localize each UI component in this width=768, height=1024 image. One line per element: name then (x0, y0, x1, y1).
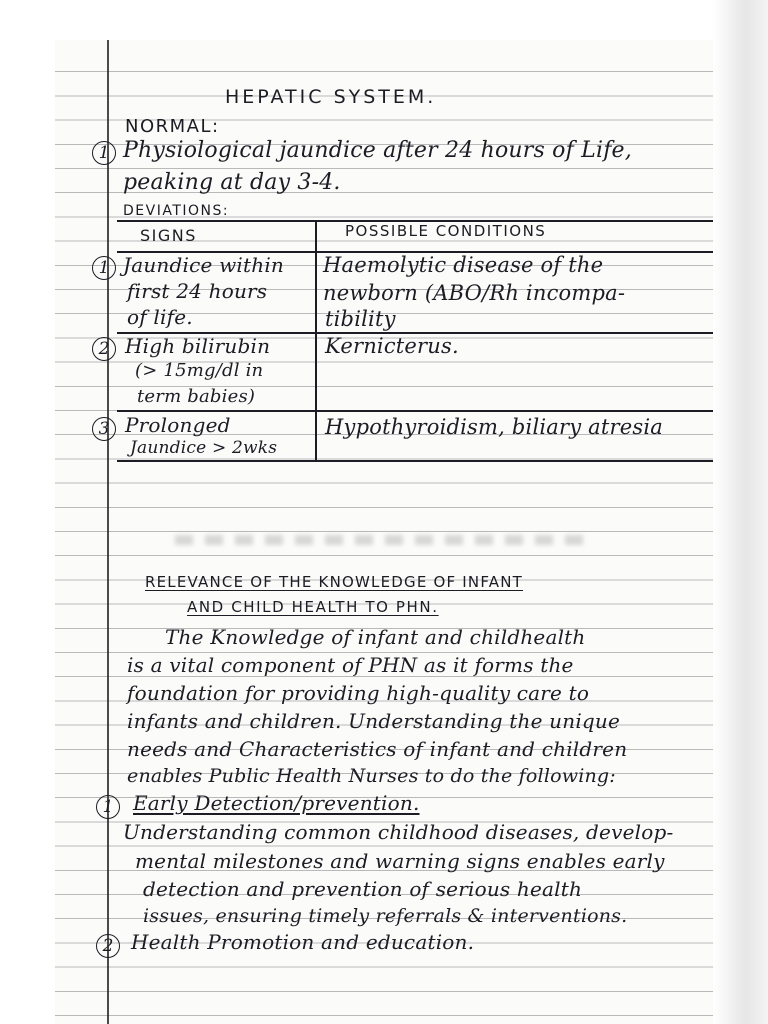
normal-item-number: 1 (92, 141, 116, 165)
deviation-row-number: 3 (92, 417, 116, 441)
relevance-paragraph-line: The Knowledge of infant and childhealth (165, 625, 586, 649)
relevance-paragraph-line: enables Public Health Nurses to do the following: (127, 765, 616, 787)
margin-line (107, 40, 109, 1024)
deviation-sign-line: High bilirubin (125, 334, 271, 358)
relevance-item-text-line: Understanding common childhood diseases, develop- (123, 820, 674, 844)
relevance-item-text-line: mental milestones and warning signs enables early (135, 849, 665, 873)
relevance-item-number: 2 (96, 934, 120, 958)
table-header-signs: SIGNS (140, 226, 197, 245)
normal-heading: NORMAL: (125, 116, 220, 137)
normal-item-line1: Physiological jaundice after 24 hours of Life, (123, 138, 632, 163)
notebook-page (55, 40, 713, 1024)
table-row2-rule (117, 410, 713, 412)
page-title: HEPATIC SYSTEM. (225, 86, 437, 108)
deviation-condition-line: newborn (ABO/Rh incompa- (323, 281, 626, 305)
deviation-sign-line: first 24 hours (127, 279, 268, 303)
deviation-sign-line: term babies) (137, 386, 256, 407)
relevance-paragraph-line: is a vital component of PHN as it forms the (127, 653, 574, 677)
relevance-item-text-line: issues, ensuring timely referrals & interventions. (143, 905, 628, 927)
deviation-condition-line: Haemolytic disease of the (323, 253, 604, 277)
relevance-heading-line2: AND CHILD HEALTH TO PHN. (187, 598, 439, 616)
relevance-paragraph-line: needs and Characteristics of infant and children (127, 737, 628, 761)
table-bottom-rule (117, 460, 713, 462)
deviation-condition-line: Hypothyroidism, biliary atresia (325, 415, 664, 439)
show-through-smudge (175, 535, 595, 545)
deviation-row-number: 1 (92, 256, 116, 280)
relevance-paragraph-line: foundation for providing high-quality care to (127, 681, 590, 705)
relevance-item-number: 1 (96, 795, 120, 819)
deviation-sign-line: of life. (127, 305, 193, 329)
deviation-sign-line: Jaundice > 2wks (130, 438, 278, 458)
deviation-row-number: 2 (92, 337, 116, 361)
relevance-item-title: Health Promotion and education. (131, 930, 475, 954)
relevance-paragraph-line: infants and children. Understanding the unique (127, 709, 621, 733)
deviation-condition-line: tibility (325, 307, 396, 331)
page-shadow-edge (713, 0, 768, 1024)
table-header-conditions: POSSIBLE CONDITIONS (345, 222, 547, 240)
normal-item-line2: peaking at day 3-4. (123, 170, 341, 195)
deviation-sign-line: Jaundice within (123, 253, 285, 277)
table-vertical-rule (315, 220, 317, 460)
deviation-sign-line: (> 15mg/dl in (135, 360, 264, 381)
relevance-item-text-line: detection and prevention of serious health (143, 877, 583, 901)
deviation-sign-line: Prolonged (125, 413, 231, 437)
deviation-condition-line: Kernicterus. (325, 334, 459, 358)
deviations-heading: DEVIATIONS: (123, 203, 230, 219)
relevance-heading-line1: RELEVANCE OF THE KNOWLEDGE OF INFANT (145, 573, 524, 591)
relevance-item-title: Early Detection/prevention. (133, 791, 420, 815)
